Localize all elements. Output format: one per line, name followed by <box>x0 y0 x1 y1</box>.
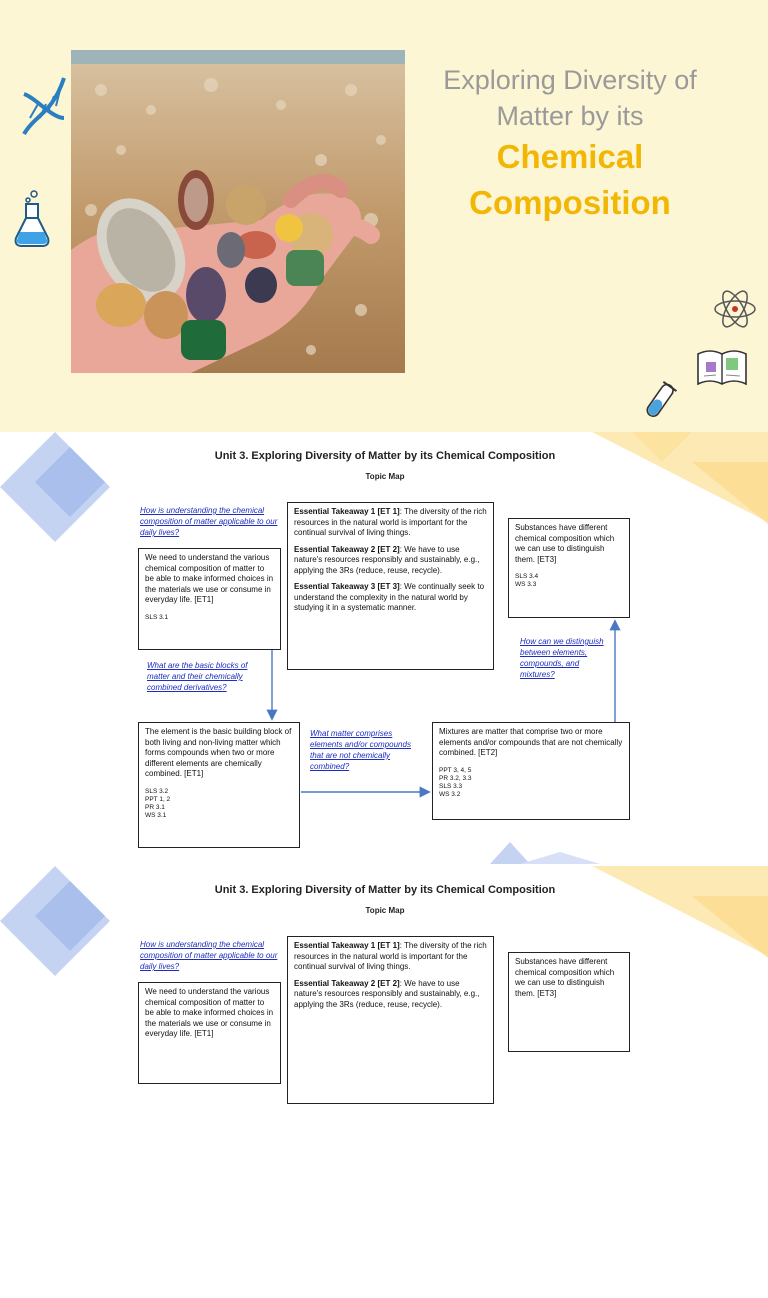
topic-map-subtitle: Topic Map <box>365 906 405 915</box>
box-essential-takeaways <box>287 936 494 1104</box>
cover-title-line3: Chemical <box>496 138 644 175</box>
box-daily-lives-text: We need to understand the various chemical composition of matter to be able to make informed choices in the materials we use or consume in everyday life. [ET1] <box>145 987 274 1038</box>
et2-label: Essential Takeaway 2 [ET 2] <box>294 544 400 554</box>
box-substances-refs: SLS 3.4 WS 3.3 <box>515 573 539 588</box>
blue-diamond-decoration <box>0 432 130 552</box>
cover-title-line1: Exploring Diversity of <box>443 65 697 95</box>
topic-map-title: Unit 3. Exploring Diversity of Matter by its Chemical Composition <box>214 884 556 896</box>
test-tube-icon <box>642 380 676 424</box>
box-daily-lives <box>138 982 281 1084</box>
et2-text: : We have to use nature's resources responsibly and sustainably, e.g., applying the 3Rs (reduce, reuse, recycle). <box>294 544 480 575</box>
cover-title-line2: Matter by its <box>496 101 644 131</box>
et3-text: : We continually seek to understand the complexity in the natural world by studying it in a systematic manner. <box>294 582 485 612</box>
et1-text: : The diversity of the rich resources in the natural world is important for the continual survival of living things. <box>294 507 487 537</box>
question-distinguish[interactable]: How can we distinguish between elements, compounds, and mixtures? <box>520 637 604 679</box>
et1-paragraph: Essential Takeaway 1 [ET 1]: The diversity of the rich resources in the natural world is important for the continual survival of living things. <box>294 941 487 971</box>
map-arrows <box>135 432 635 864</box>
box-substances <box>508 952 630 1052</box>
box-substances-text: Substances have different chemical composition which we can use to distinguish them. [ET3] <box>515 957 615 998</box>
topic-map-title: Unit 3. Exploring Diversity of Matter by its Chemical Composition <box>214 450 556 462</box>
blue-diamond-decoration <box>0 866 130 986</box>
box-daily-lives-ref: SLS 3.1 <box>145 613 169 621</box>
dna-icon <box>16 74 72 138</box>
cover-title-line4: Composition <box>469 184 671 221</box>
question-not-combined[interactable]: What matter comprises elements and/or compounds that are not chemically combined? <box>310 729 411 771</box>
cover-slide <box>0 0 768 432</box>
question-basic-blocks[interactable]: What are the basic blocks of matter and their chemically combined derivatives? <box>147 661 248 692</box>
question-daily-lives[interactable]: How is understanding the chemical composition of matter applicable to our daily lives? <box>140 506 278 537</box>
flask-icon <box>12 188 52 250</box>
topic-map <box>135 432 635 864</box>
et3-label: Essential Takeaway 3 [ET 3] <box>294 582 400 591</box>
question-daily-lives[interactable]: How is understanding the chemical composition of matter applicable to our daily lives? <box>140 940 278 971</box>
topic-map-copy <box>135 866 635 1298</box>
box-element-refs: SLS 3.2 PPT 1, 2 PR 3.1 WS 3.1 <box>145 787 171 819</box>
topic-map-slide-copy <box>0 866 768 1038</box>
box-element-text: The element is the basic building block of both living and non-living matter which forms compounds when two or more different elements are chemically combined. [ET1] <box>145 727 292 778</box>
box-substances-text: Substances have different chemical composition which we can use to distinguish them. [ET3] <box>515 523 615 564</box>
cover-title <box>420 62 720 226</box>
et1-label: Essential Takeaway 1 [ET 1] <box>294 507 400 516</box>
topic-map-subtitle: Topic Map <box>365 472 405 481</box>
et2-paragraph: Essential Takeaway 2 [ET 2]: We have to use nature's resources responsibly and sustainably, e.g., applying the 3Rs (reduce, reuse, recycle). <box>294 978 480 1009</box>
box-daily-lives-text: We need to understand the various chemical composition of matter to be able to make informed choices in the materials we use or consume in everyday life. [ET1] <box>145 553 274 604</box>
seashells-photo <box>71 50 405 373</box>
book-icon <box>694 346 750 390</box>
box-mixture-text: Mixtures are matter that comprise two or more elements and/or compounds that are not chemically combined. [ET2] <box>439 727 623 757</box>
atom-icon <box>712 286 758 332</box>
box-mixture-refs: PPT 3, 4, 5 PR 3.2, 3.3 SLS 3.3 WS 3.2 <box>439 766 472 798</box>
topic-map-slide <box>0 432 768 864</box>
